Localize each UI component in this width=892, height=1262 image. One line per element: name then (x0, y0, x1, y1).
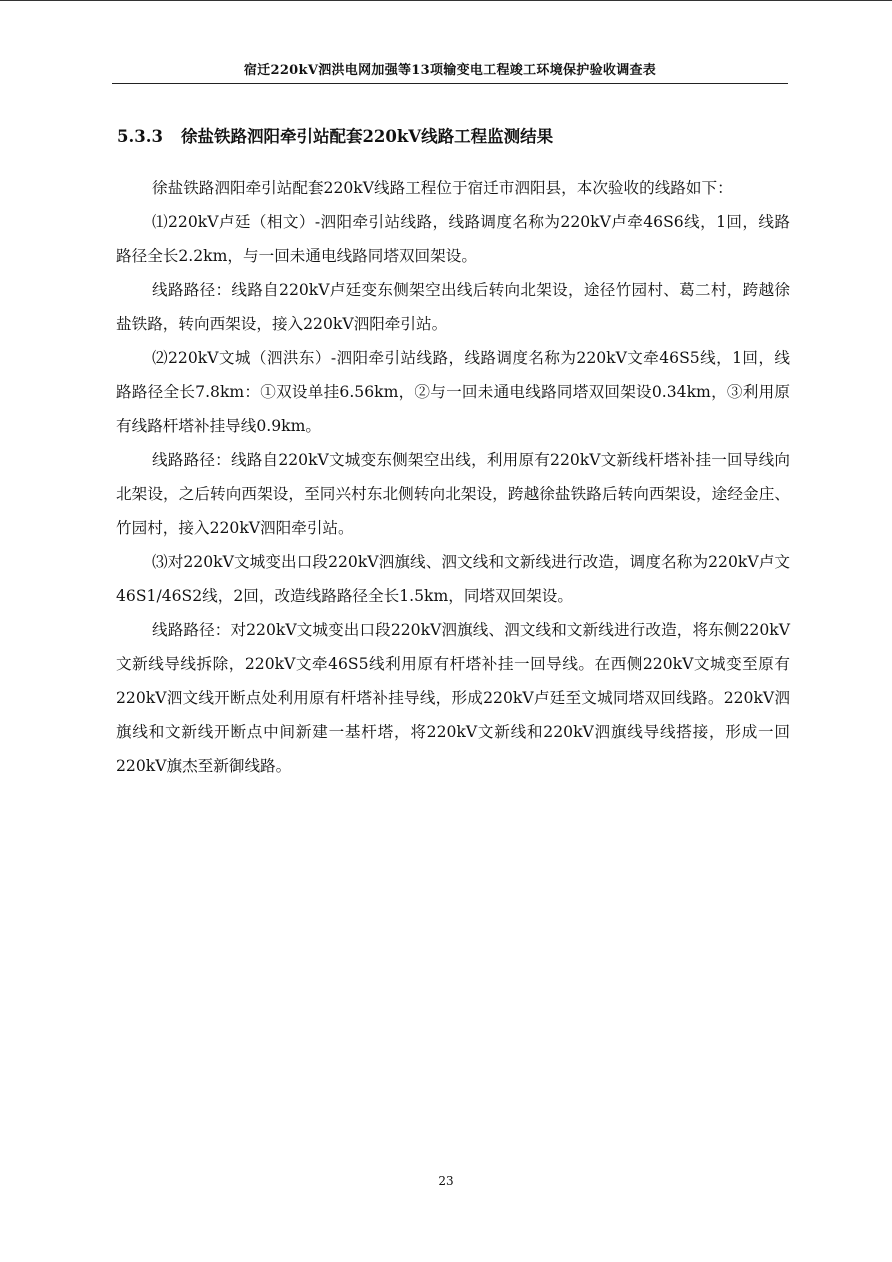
section-number: 5.3.3 (117, 127, 163, 146)
paragraph-line-3-route: 线路路径：对220kV文城变出口段220kV泗旗线、泗文线和文新线进行改造，将东侧220kV文新线导线拆除，220kV文牵46S5线利用原有杆塔补挂一回导线。在西侧220kV文城变至原有220kV泗文线开断点处利用原有杆塔补挂导线，形成220kV卢廷至文城同塔双回线路。220kV泗旗线和文新线开断点中间新建一基杆塔，将220kV文新线和220kV泗旗线导线搭接，形成一回220kV旗杰至新御线路。 (116, 621, 790, 775)
header-rule (112, 83, 788, 84)
paragraph-line-2-route: 线路路径：线路自220kV文城变东侧架空出线，利用原有220kV文新线杆塔补挂一回导线向北架设，之后转向西架设，至同兴村东北侧转向北架设，跨越徐盐铁路后转向西架设，途经金庄、竹园村，接入220kV泗阳牵引站。 (116, 451, 790, 537)
running-header: 宿迁220kV泗洪电网加强等13项输变电工程竣工环境保护验收调查表 (243, 63, 657, 78)
paragraph-line-1: ⑴220kV卢廷（相文）-泗阳牵引站线路，线路调度名称为220kV卢牵46S6线，1回，线路路径全长2.2km，与一回未通电线路同塔双回架设。 (116, 213, 790, 265)
page-top-border (0, 0, 892, 1)
section-heading (117, 126, 553, 148)
paragraph-line-3: ⑶对220kV文城变出口段220kV泗旗线、泗文线和文新线进行改造，调度名称为220kV卢文46S1/46S2线，2回，改造线路路径全长1.5km，同塔双回架设。 (116, 553, 790, 605)
paragraph-intro: 徐盐铁路泗阳牵引站配套220kV线路工程位于宿迁市泗阳县，本次验收的线路如下： (152, 179, 733, 197)
page-number: 23 (438, 1174, 454, 1188)
section-title: 徐盐铁路泗阳牵引站配套220kV线路工程监测结果 (180, 127, 554, 146)
paragraph-line-2: ⑵220kV文城（泗洪东）-泗阳牵引站线路，线路调度名称为220kV文牵46S5线，1回，线路路径全长7.8km：①双设单挂6.56km，②与一回未通电线路同塔双回架设0.34km，③利用原有线路杆塔补挂导线0.9km。 (116, 349, 790, 435)
body-text (116, 171, 790, 783)
paragraph-line-1-route: 线路路径：线路自220kV卢廷变东侧架空出线后转向北架设，途径竹园村、葛二村，跨越徐盐铁路，转向西架设，接入220kV泗阳牵引站。 (116, 281, 790, 333)
